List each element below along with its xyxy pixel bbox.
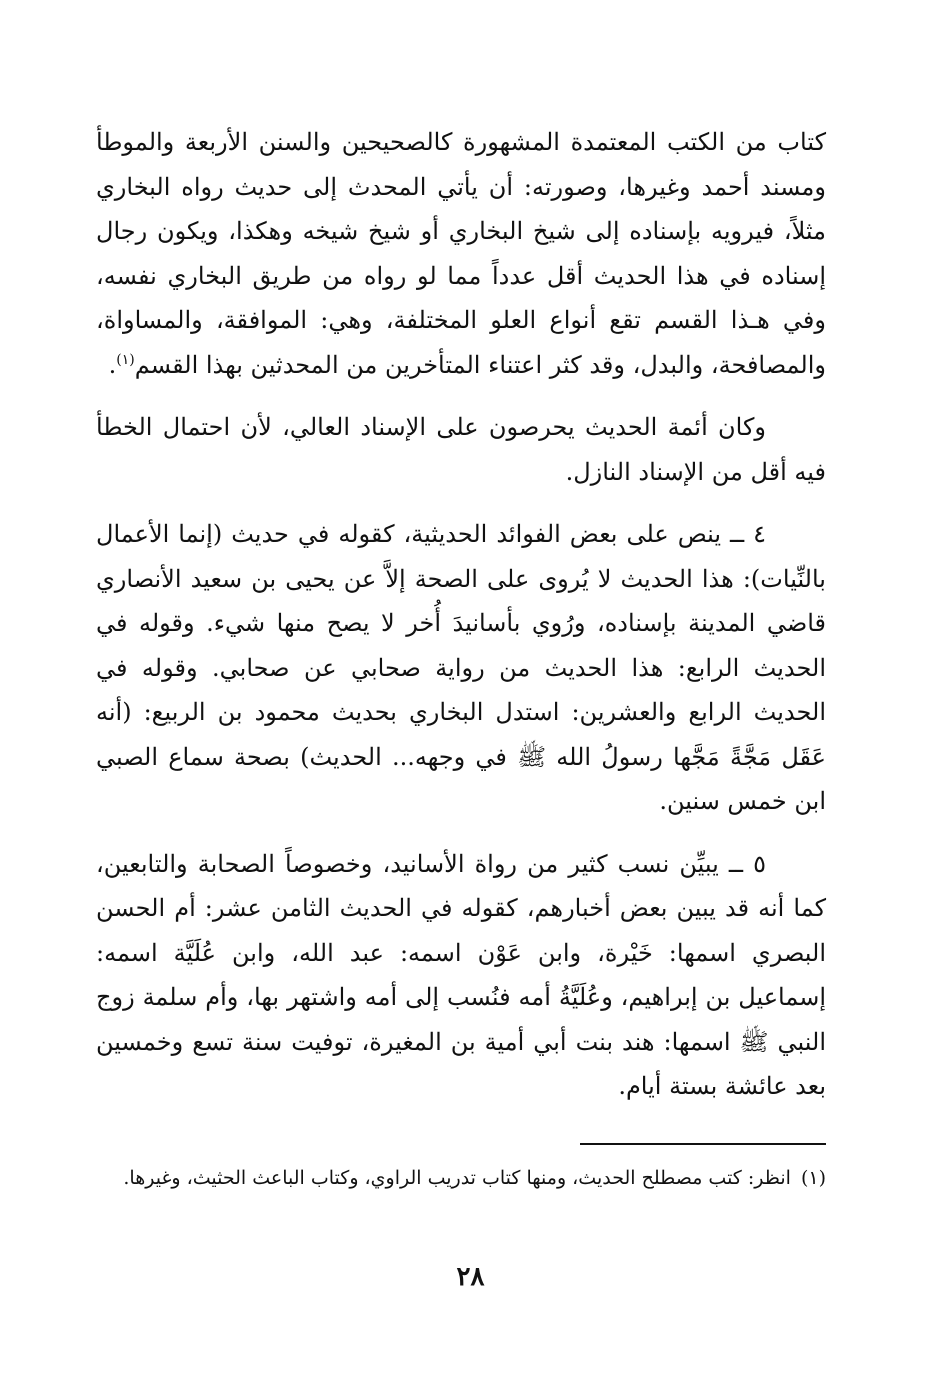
main-text	[96, 120, 826, 1109]
paragraph-3-item-4: ٤ ــ ينص على بعض الفوائد الحديثية، كقوله في حديث (إنما الأعمال بالنِّيات): هذا الحديث لا يُروى على الصحة إلاَّ عن يحيى بن سعيد الأنصاري قاضي المدينة بإسناده، ورُوي بأسانيدَ أُخر لا يصح منها شيء. وقوله في الحديث الرابع: هذا الحديث من رواية صحابي عن صحابي. وقوله في الحديث الرابع والعشرين: استدل البخاري بحديث محمود بن الربيع: (أنه عَقَل مَجَّةً مَجَّها رسولُ الله ﷺ في وجهه... الحديث) بصحة سماع الصبي ابن خمس سنين.	[96, 520, 827, 815]
paragraph-4-item-5: ٥ ــ يبيِّن نسب كثير من رواة الأسانيد، وخصوصاً الصحابة والتابعين، كما أنه قد يبين بعض أخبارهم، كقوله في الحديث الثامن عشر: أم الحسن البصري اسمها: خَيْرة، وابن عَوْن اسمه: عبد الله، وابن عُلَيَّة اسمه: إسماعيل بن إبراهيم، وعُلَيَّةُ أمه فنُسب إلى أمه واشتهر بها، وأم سلمة زوج النبي ﷺ اسمها: هند بنت أبي أمية بن المغيرة، توفيت سنة تسع وخمسين بعد عائشة بستة أيام.	[96, 849, 826, 1100]
footnote-text: انظر: كتب مصطلح الحديث، ومنها كتاب تدريب الراوي، وكتاب الباعث الحثيث، وغيرها.	[123, 1167, 791, 1189]
footnote	[100, 1160, 826, 1197]
paragraph-2: وكان أئمة الحديث يحرصون على الإسناد العالي، لأن احتمال الخطأ فيه أقل من الإسناد النازل.	[96, 413, 826, 486]
footnote-reference: (١)	[116, 351, 135, 368]
paragraph-1	[96, 120, 826, 387]
footnote-separator	[580, 1143, 826, 1145]
paragraph-1-text: كتاب من الكتب المعتمدة المشهورة كالصحيحين والسنن الأربعة والموطأ ومسند أحمد وغيرها، وصورته: أن يأتي المحدث إلى حديث رواه البخاري مثلاً، فيرويه بإسناده إلى شيخ البخاري أو شيخ شيخه وهكذا، ويكون رجال إسناده في هذا الحديث أقل عدداً مما لو رواه من طريق البخاري نفسه، وفي هـذا القسم تقع أنواع العلو المختلفة، وهي: الموافقة، والمساواة، والمصافحة، والبدل، وقد كثر اعتناء المتأخرين من المحدثين بهذا القسم	[96, 128, 826, 379]
paragraph-1-end: .	[108, 350, 117, 379]
footnote-number: (١)	[800, 1167, 826, 1189]
page-number: ٢٨	[456, 1262, 485, 1292]
